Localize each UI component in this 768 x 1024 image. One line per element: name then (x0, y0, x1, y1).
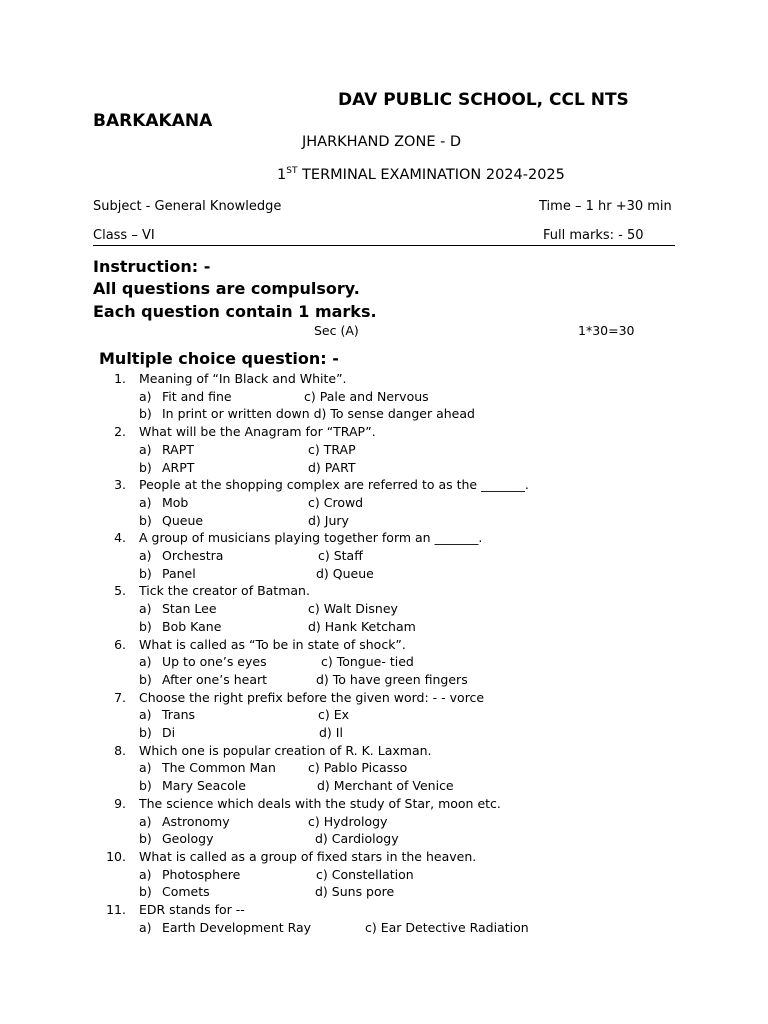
question-number: 1. (114, 371, 126, 386)
question-number: 3. (114, 477, 126, 493)
question-text: Which one is popular creation of R. K. Laxman. (139, 742, 432, 758)
section-name: Sec (A) (314, 323, 359, 338)
question-text: EDR stands for -- (139, 902, 245, 917)
option-b-label: b) (139, 884, 152, 900)
option-b-text: Bob Kane (162, 618, 222, 634)
option-c-text: c) Pale and Nervous (304, 388, 429, 404)
exam-title-text: TERMINAL EXAMINATION 2024-2025 (297, 166, 565, 183)
option-a-text: Photosphere (162, 866, 241, 882)
option-b-label: b) (139, 565, 152, 581)
option-c-text: c) Constellation (316, 866, 414, 882)
option-b-text: Comets (162, 884, 210, 900)
option-a-text: Astronomy (162, 813, 230, 829)
school-name-line1: DAV PUBLIC SCHOOL, CCL NTS (338, 90, 629, 110)
option-a-label: a) (139, 601, 152, 617)
option-a-label: a) (139, 388, 152, 404)
option-d-text: d) PART (308, 459, 356, 475)
option-d-text: d) Queue (316, 565, 374, 581)
exam-title (277, 166, 565, 183)
option-c-text: c) Walt Disney (308, 601, 398, 617)
header-divider (93, 245, 675, 246)
option-b-text: In print or written down d) To sense danger ahead (162, 406, 475, 422)
zone-label: JHARKHAND ZONE - D (302, 134, 462, 150)
full-marks-label: Full marks: - 50 (543, 228, 644, 243)
class-label: Class – VI (93, 228, 155, 243)
exam-ordinal: 1 (277, 166, 287, 183)
option-c-text: c) TRAP (308, 441, 356, 457)
instruction-heading: Instruction: - (93, 257, 211, 276)
option-c-text: c) Hydrology (308, 813, 388, 829)
option-a-text: The Common Man (162, 760, 276, 776)
option-b-label: b) (139, 459, 152, 475)
question-text: What is called as “To be in state of shock”. (139, 636, 406, 652)
option-a-label: a) (139, 760, 152, 776)
option-b-label: b) (139, 778, 152, 794)
option-a-text: Fit and fine (162, 388, 232, 404)
question-number: 2. (114, 424, 126, 440)
section-marks: 1*30=30 (578, 323, 635, 338)
option-a-label: a) (139, 441, 152, 457)
option-a-text: Up to one’s eyes (162, 654, 267, 670)
option-a-text: Earth Development Ray (162, 919, 312, 935)
option-a-label: a) (139, 707, 152, 723)
option-a-label: a) (139, 866, 152, 882)
question-number: 7. (114, 689, 126, 705)
option-b-text: Geology (162, 831, 214, 847)
question-text: What is called as a group of fixed stars in the heaven. (139, 848, 477, 864)
option-c-text: c) Staff (318, 548, 363, 563)
subject-label: Subject - General Knowledge (93, 199, 282, 214)
option-c-text: c) Ex (318, 707, 350, 723)
option-a-text: Trans (162, 707, 196, 723)
option-a-text: Mob (162, 494, 189, 510)
option-b-label: b) (139, 618, 152, 634)
option-b-label: b) (139, 406, 152, 422)
question-number: 8. (114, 742, 126, 758)
option-c-text: c) Ear Detective Radiation (365, 919, 529, 935)
question-text: A group of musicians playing together form an _______. (139, 530, 483, 546)
time-label: Time – 1 hr +30 min (539, 199, 672, 214)
option-b-label: b) (139, 671, 152, 687)
question-number: 4. (114, 530, 126, 546)
option-b-text: Di (162, 725, 176, 740)
option-a-label: a) (139, 813, 152, 829)
option-a-label: a) (139, 494, 152, 510)
option-a-label: a) (139, 654, 152, 670)
option-b-text: After one’s heart (162, 671, 268, 687)
question-text: Meaning of “In Black and White”. (139, 371, 347, 386)
option-d-text: d) Cardiology (315, 831, 399, 847)
instruction-line-2: Each question contain 1 marks. (93, 302, 377, 321)
option-d-text: d) Suns pore (315, 884, 395, 900)
question-text: Tick the creator of Batman. (139, 583, 310, 599)
question-number: 11. (106, 902, 126, 917)
instruction-line-1: All questions are compulsory. (93, 279, 360, 298)
option-d-text: d) Merchant of Venice (317, 778, 454, 794)
option-a-text: Stan Lee (162, 601, 217, 617)
question-text: The science which deals with the study of Star, moon etc. (139, 795, 501, 811)
option-b-text: ARPT (162, 459, 195, 475)
option-d-text: d) Il (319, 725, 343, 740)
option-d-text: d) Jury (308, 512, 349, 528)
question-number: 9. (114, 795, 126, 811)
mcq-heading: Multiple choice question: - (99, 349, 339, 368)
question-number: 6. (114, 636, 126, 652)
option-b-label: b) (139, 831, 152, 847)
exam-ordinal-suffix: ST (286, 166, 298, 176)
option-c-text: c) Pablo Picasso (308, 760, 408, 776)
question-number: 5. (114, 583, 126, 599)
option-b-label: b) (139, 512, 152, 528)
school-name-line2: BARKAKANA (93, 111, 213, 131)
option-c-text: c) Tongue- tied (321, 654, 414, 670)
option-a-text: RAPT (162, 441, 194, 457)
option-c-text: c) Crowd (308, 494, 364, 510)
option-a-label: a) (139, 548, 152, 563)
option-b-text: Mary Seacole (162, 778, 246, 794)
option-a-label: a) (139, 919, 152, 935)
option-d-text: d) Hank Ketcham (308, 618, 416, 634)
question-text: Choose the right prefix before the given word: - - vorce (139, 689, 485, 705)
option-a-text: Orchestra (162, 548, 224, 563)
option-d-text: d) To have green fingers (316, 671, 468, 687)
question-number: 10. (106, 848, 126, 864)
question-text: What will be the Anagram for “TRAP”. (139, 424, 376, 440)
option-b-text: Panel (162, 565, 196, 581)
option-b-text: Queue (162, 512, 204, 528)
option-b-label: b) (139, 725, 152, 740)
question-text: People at the shopping complex are referred to as the _______. (139, 477, 529, 493)
